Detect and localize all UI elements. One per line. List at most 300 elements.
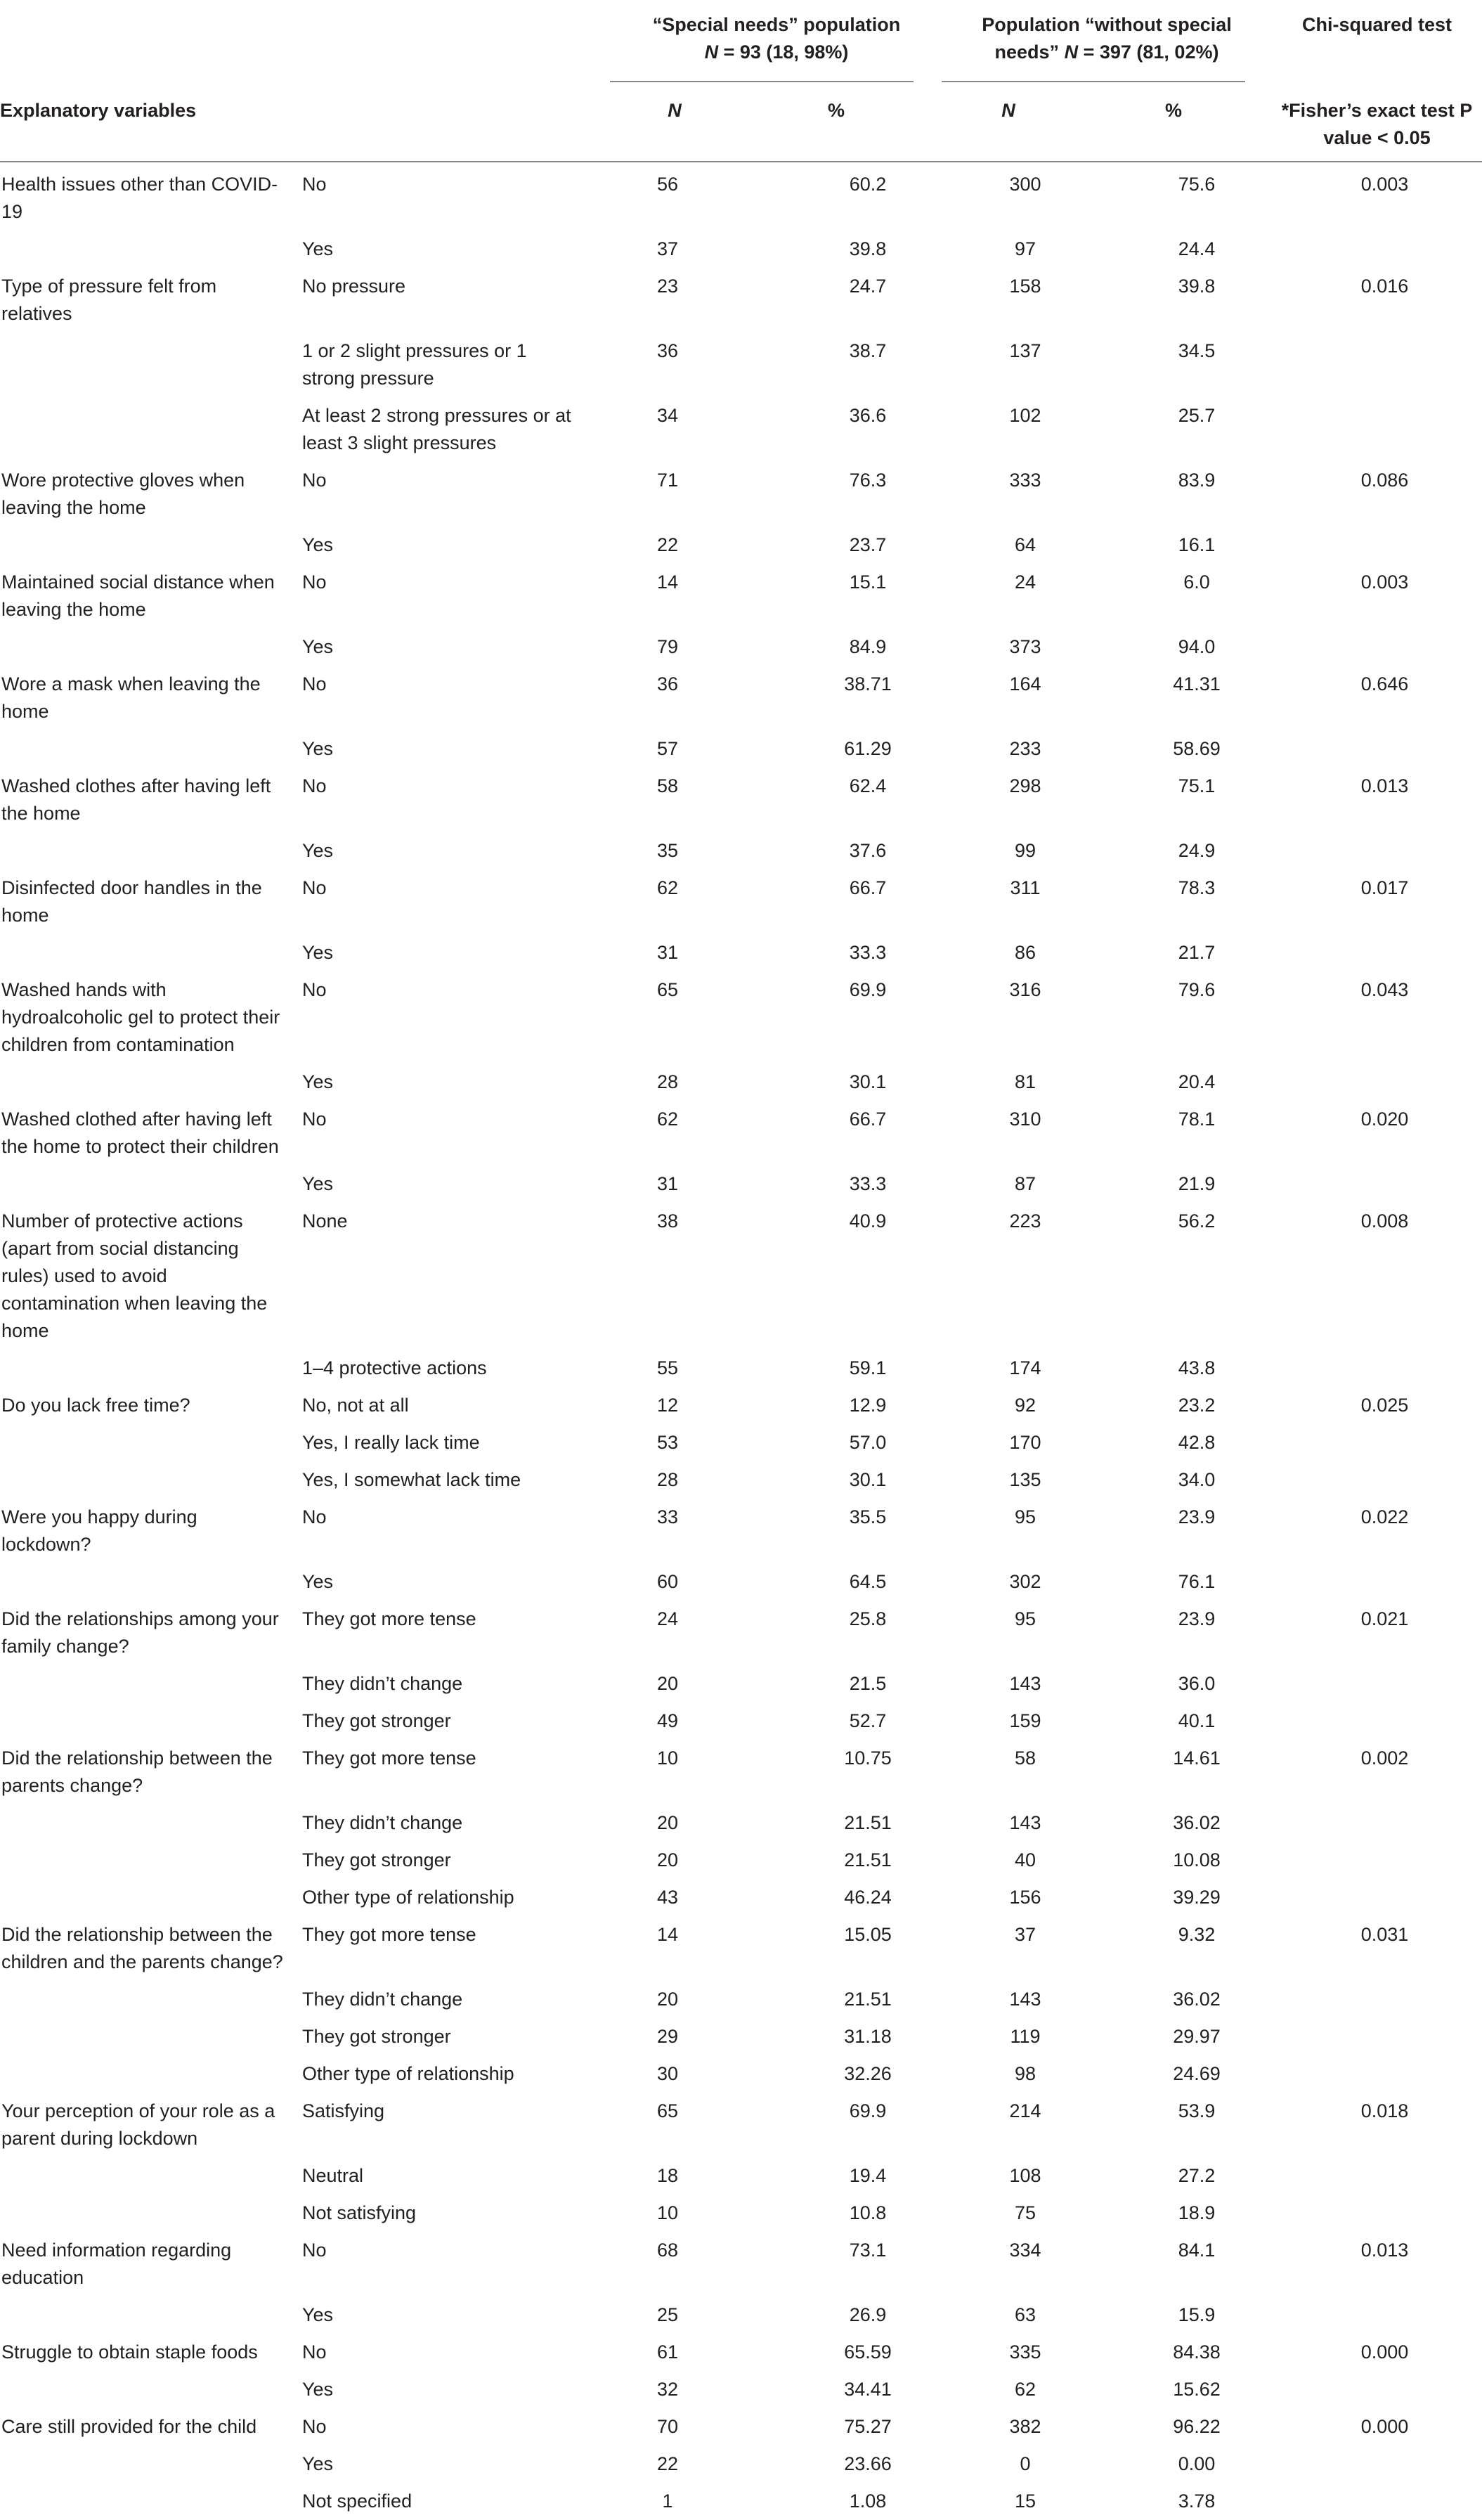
category-cell: Not satisfying — [302, 2202, 417, 2223]
category-cell: Yes — [302, 238, 334, 259]
special-n-cell: 31 — [656, 942, 679, 963]
without-pct-cell: 53.9 — [1178, 2100, 1216, 2121]
variable-cell — [0, 730, 302, 768]
special-pct-cell: 34.41 — [844, 2379, 892, 2400]
p-value-cell — [1272, 934, 1482, 971]
table-row — [0, 2296, 1482, 2334]
table-row — [0, 2371, 1482, 2408]
variable-cell: Washed clothes after having left the home — [1, 775, 271, 824]
without-n-cell: 108 — [1009, 2165, 1041, 2186]
table-row — [0, 2445, 1482, 2483]
without-pct-cell: 78.3 — [1178, 877, 1216, 898]
variable-cell — [0, 2296, 302, 2334]
without-n-cell: 102 — [1009, 405, 1041, 426]
category-cell: Yes — [302, 1571, 334, 1592]
without-pct-cell: 40.1 — [1178, 1710, 1216, 1731]
without-n-cell: 311 — [1010, 877, 1041, 898]
without-n-cell: 310 — [1009, 1109, 1041, 1130]
p-value-cell — [1272, 1842, 1482, 1879]
table-row — [0, 1879, 1482, 1916]
special-n-cell: 22 — [656, 534, 679, 555]
special-n-cell: 32 — [656, 2379, 679, 2400]
special-pct-cell: 26.9 — [849, 2304, 887, 2325]
category-cell: No — [302, 2416, 327, 2437]
category-cell: None — [302, 1210, 348, 1232]
table-row — [0, 2157, 1482, 2195]
special-n-cell: 30 — [656, 2063, 679, 2084]
special-pct-cell: 40.9 — [849, 1210, 887, 1232]
p-value-cell: 0.017 — [1360, 877, 1409, 898]
variable-cell — [0, 1804, 302, 1842]
special-pct-cell: 12.9 — [849, 1395, 887, 1416]
variable-cell: Number of protective actions (apart from social distancing rules) used to avoid contamination when leaving the home — [1, 1210, 268, 1341]
variable-cell: Wore protective gloves when leaving the home — [1, 470, 245, 518]
table-row — [0, 1387, 1482, 1424]
special-n-cell: 20 — [656, 1989, 679, 2010]
category-cell: They got stronger — [302, 1849, 451, 1870]
p-value-cell: 0.013 — [1360, 2240, 1409, 2261]
p-value-cell: 0.003 — [1360, 174, 1409, 195]
table-row — [0, 1665, 1482, 1702]
special-pct-cell: 75.27 — [844, 2416, 892, 2437]
p-value-cell: 0.022 — [1360, 1506, 1409, 1527]
without-pct-column-header: % — [1164, 100, 1182, 121]
special-pct-cell: 1.08 — [849, 2490, 887, 2512]
p-value-cell: 0.018 — [1360, 2100, 1409, 2121]
without-special-needs-underline — [942, 81, 1245, 82]
table-row — [0, 2408, 1482, 2445]
special-pct-cell: 15.1 — [849, 571, 887, 593]
variable-cell — [0, 1665, 302, 1702]
variable-cell — [0, 1424, 302, 1461]
without-pct-cell: 79.6 — [1178, 979, 1216, 1000]
category-cell: Yes — [302, 1173, 334, 1194]
p-value-cell — [1272, 2445, 1482, 2483]
without-pct-cell: 29.97 — [1173, 2026, 1221, 2047]
special-n-cell: 23 — [656, 276, 679, 297]
p-value-cell — [1272, 1665, 1482, 1702]
special-pct-cell: 59.1 — [849, 1357, 887, 1378]
without-pct-cell: 96.22 — [1173, 2416, 1221, 2437]
special-pct-cell: 25.8 — [849, 1608, 887, 1629]
table-row — [0, 870, 1482, 934]
p-value-cell — [1272, 1981, 1482, 2018]
table-row — [0, 1064, 1482, 1101]
table-row — [0, 2232, 1482, 2296]
without-pct-cell: 14.61 — [1173, 1747, 1221, 1769]
p-value-cell — [1272, 1563, 1482, 1601]
without-pct-cell: 24.4 — [1178, 238, 1216, 259]
p-value-cell — [1272, 628, 1482, 666]
variable-cell — [0, 526, 302, 564]
special-n-cell: 31 — [656, 1173, 679, 1194]
special-pct-cell: 84.9 — [849, 636, 887, 657]
special-needs-underline — [610, 81, 914, 82]
category-cell: They didn’t change — [302, 1673, 463, 1694]
special-n-cell: 38 — [656, 1210, 679, 1232]
special-n-cell: 43 — [656, 1887, 679, 1908]
category-cell: No — [302, 877, 327, 898]
without-n-cell: 0 — [1020, 2453, 1031, 2474]
special-n-cell: 49 — [656, 1710, 679, 1731]
special-n-cell: 36 — [656, 673, 679, 694]
variable-cell — [0, 397, 302, 462]
without-pct-cell: 83.9 — [1178, 470, 1216, 491]
without-pct-cell: 20.4 — [1178, 1071, 1216, 1092]
table-row — [0, 666, 1482, 730]
without-pct-cell: 76.1 — [1178, 1571, 1216, 1592]
without-pct-cell: 21.7 — [1178, 942, 1216, 963]
special-n-cell: 10 — [656, 2202, 679, 2223]
table-row — [0, 332, 1482, 397]
special-n-cell: 20 — [656, 1673, 679, 1694]
without-n-cell: 159 — [1009, 1710, 1041, 1731]
variable-cell: Washed hands with hydroalcoholic gel to protect their children from contamination — [1, 979, 280, 1055]
p-value-cell: 0.000 — [1360, 2341, 1409, 2363]
special-n-cell: 33 — [656, 1506, 679, 1527]
variable-cell — [0, 1165, 302, 1203]
special-n-cell: 10 — [656, 1747, 679, 1769]
category-cell: No — [302, 1506, 327, 1527]
p-value-cell — [1272, 332, 1482, 397]
category-cell: Yes — [302, 534, 334, 555]
p-value-cell — [1272, 2018, 1482, 2055]
header-rule — [0, 161, 1482, 162]
variable-cell: Care still provided for the child — [1, 2416, 257, 2437]
category-cell: Yes — [302, 2304, 334, 2325]
special-pct-cell: 46.24 — [844, 1887, 892, 1908]
category-cell: 1 or 2 slight pressures or 1 strong pressure — [302, 340, 527, 389]
without-n-cell: 99 — [1014, 840, 1036, 861]
table-row — [0, 397, 1482, 462]
table-row — [0, 2483, 1482, 2520]
without-pct-cell: 36.0 — [1178, 1673, 1216, 1694]
special-pct-cell: 60.2 — [849, 174, 887, 195]
p-value-cell: 0.646 — [1360, 673, 1409, 694]
without-n-cell: 223 — [1009, 1210, 1041, 1232]
table-row — [0, 1563, 1482, 1601]
variable-cell — [0, 1981, 302, 2018]
p-value-cell — [1272, 2055, 1482, 2093]
without-n-cell: 37 — [1014, 1924, 1036, 1945]
without-pct-cell: 41.31 — [1173, 673, 1221, 694]
p-value-cell — [1272, 526, 1482, 564]
special-n-cell: 71 — [656, 470, 679, 491]
category-cell: No pressure — [302, 276, 406, 297]
p-value-cell: 0.031 — [1360, 1924, 1409, 1945]
p-value-cell — [1272, 1350, 1482, 1387]
p-value-cell: 0.043 — [1360, 979, 1409, 1000]
without-n-cell: 143 — [1009, 1989, 1041, 2010]
without-n-cell: 15 — [1014, 2490, 1036, 2512]
table-row — [0, 231, 1482, 268]
without-n-cell: 158 — [1009, 276, 1041, 297]
special-n-cell: 65 — [656, 979, 679, 1000]
without-n-cell: 143 — [1009, 1812, 1041, 1833]
without-n-cell: 156 — [1009, 1887, 1041, 1908]
special-needs-title: “Special needs” population — [652, 14, 901, 35]
special-pct-cell: 32.26 — [844, 2063, 892, 2084]
table-row — [0, 2055, 1482, 2093]
without-pct-cell: 18.9 — [1178, 2202, 1216, 2223]
special-pct-cell: 38.71 — [844, 673, 892, 694]
category-cell: They didn’t change — [302, 1812, 463, 1833]
p-value-cell — [1272, 1804, 1482, 1842]
without-pct-cell: 23.9 — [1178, 1608, 1216, 1629]
without-pct-cell: 21.9 — [1178, 1173, 1216, 1194]
variable-cell — [0, 934, 302, 971]
special-n-cell: 20 — [656, 1812, 679, 1833]
p-value-cell — [1272, 1461, 1482, 1499]
category-cell: No — [302, 979, 327, 1000]
without-n-cell: 373 — [1009, 636, 1041, 657]
table-row — [0, 1601, 1482, 1665]
table-row — [0, 934, 1482, 971]
without-n-cell: 95 — [1014, 1506, 1036, 1527]
without-pct-cell: 27.2 — [1178, 2165, 1216, 2186]
category-cell: No — [302, 2240, 327, 2261]
without-n-cell: 86 — [1014, 942, 1036, 963]
variable-cell — [0, 1879, 302, 1916]
p-value-cell — [1272, 397, 1482, 462]
p-value-cell — [1272, 2296, 1482, 2334]
without-pct-cell: 9.32 — [1178, 1924, 1216, 1945]
without-pct-cell: 0.00 — [1178, 2453, 1216, 2474]
special-pct-cell: 23.7 — [849, 534, 887, 555]
special-pct-cell: 65.59 — [844, 2341, 892, 2363]
without-pct-cell: 10.08 — [1173, 1849, 1221, 1870]
special-pct-cell: 33.3 — [849, 1173, 887, 1194]
variable-cell — [0, 628, 302, 666]
table-row — [0, 1424, 1482, 1461]
without-n-cell: 97 — [1014, 238, 1036, 259]
table-row — [0, 1916, 1482, 1981]
special-pct-cell: 19.4 — [849, 2165, 887, 2186]
without-pct-cell: 78.1 — [1178, 1109, 1216, 1130]
without-n-cell: 135 — [1009, 1469, 1041, 1490]
without-pct-cell: 39.8 — [1178, 276, 1216, 297]
special-pct-cell: 38.7 — [849, 340, 887, 361]
p-value-cell: 0.013 — [1360, 775, 1409, 796]
special-n-cell: 36 — [656, 340, 679, 361]
special-pct-cell: 76.3 — [849, 470, 887, 491]
without-n-cell: 316 — [1009, 979, 1041, 1000]
variable-cell: Do you lack free time? — [1, 1395, 190, 1416]
category-cell: No — [302, 2341, 327, 2363]
special-pct-column-header: % — [827, 100, 845, 121]
without-n-cell: 58 — [1014, 1747, 1036, 1769]
special-n-cell: 18 — [656, 2165, 679, 2186]
without-pct-cell: 39.29 — [1173, 1887, 1221, 1908]
special-n-cell: 29 — [656, 2026, 679, 2047]
chi-squared-header: Chi-squared test — [1301, 14, 1452, 35]
without-pct-cell: 24.9 — [1178, 840, 1216, 861]
without-pct-cell: 58.69 — [1173, 738, 1221, 759]
without-pct-cell: 56.2 — [1178, 1210, 1216, 1232]
variable-cell — [0, 1064, 302, 1101]
without-n-cell: 334 — [1009, 2240, 1041, 2261]
table-row — [0, 268, 1482, 332]
p-value-cell — [1272, 231, 1482, 268]
p-value-cell: 0.020 — [1360, 1109, 1409, 1130]
without-pct-cell: 75.1 — [1178, 775, 1216, 796]
special-n-cell: 65 — [656, 2100, 679, 2121]
special-pct-cell: 30.1 — [849, 1071, 887, 1092]
table-header — [0, 0, 1482, 163]
category-cell: No — [302, 470, 327, 491]
variable-cell — [0, 2157, 302, 2195]
variable-cell: Were you happy during lockdown? — [1, 1506, 197, 1555]
special-pct-cell: 35.5 — [849, 1506, 887, 1527]
without-n-column-header: N — [1001, 100, 1015, 121]
special-pct-cell: 21.51 — [844, 1849, 892, 1870]
table-row — [0, 730, 1482, 768]
without-n-cell: 40 — [1014, 1849, 1036, 1870]
category-cell: No — [302, 775, 327, 796]
without-n-cell: 62 — [1014, 2379, 1036, 2400]
table-row — [0, 2195, 1482, 2232]
variable-cell — [0, 1461, 302, 1499]
table-row — [0, 1165, 1482, 1203]
special-n-cell: 53 — [656, 1432, 679, 1453]
table-row — [0, 1842, 1482, 1879]
category-cell: Yes — [302, 942, 334, 963]
category-cell: Yes — [302, 1071, 334, 1092]
without-pct-cell: 3.78 — [1178, 2490, 1216, 2512]
p-value-cell: 0.086 — [1360, 470, 1409, 491]
variable-cell: Did the relationship between the children and the parents change? — [1, 1924, 283, 1972]
category-cell: No, not at all — [302, 1395, 409, 1416]
special-pct-cell: 64.5 — [849, 1571, 887, 1592]
variable-cell — [0, 2371, 302, 2408]
table-row — [0, 1740, 1482, 1804]
without-n-cell: 92 — [1014, 1395, 1036, 1416]
without-n-cell: 143 — [1009, 1673, 1041, 1694]
without-pct-cell: 6.0 — [1183, 571, 1210, 593]
without-n-cell: 81 — [1014, 1071, 1036, 1092]
table-row — [0, 2018, 1482, 2055]
table-row — [0, 971, 1482, 1064]
special-pct-cell: 69.9 — [849, 979, 887, 1000]
special-n-cell: 58 — [656, 775, 679, 796]
without-pct-cell: 84.1 — [1178, 2240, 1216, 2261]
table-row — [0, 1702, 1482, 1740]
special-n-cell: 55 — [656, 1357, 679, 1378]
special-n-cell: 35 — [656, 840, 679, 861]
without-n-cell: 137 — [1009, 340, 1041, 361]
p-value-cell — [1272, 1165, 1482, 1203]
category-cell: Yes — [302, 2379, 334, 2400]
without-pct-cell: 34.0 — [1178, 1469, 1216, 1490]
without-n-cell: 63 — [1014, 2304, 1036, 2325]
variable-cell — [0, 1350, 302, 1387]
special-n-cell: 24 — [656, 1608, 679, 1629]
special-n-cell: 57 — [656, 738, 679, 759]
results-table — [0, 166, 1482, 2520]
special-pct-cell: 69.9 — [849, 2100, 887, 2121]
special-pct-cell: 31.18 — [844, 2026, 892, 2047]
variable-cell — [0, 2055, 302, 2093]
variable-cell — [0, 2195, 302, 2232]
category-cell: Yes — [302, 840, 334, 861]
p-value-cell — [1272, 1879, 1482, 1916]
special-n-cell: 20 — [656, 1849, 679, 1870]
special-n-cell: 68 — [656, 2240, 679, 2261]
p-value-cell: 0.025 — [1360, 1395, 1409, 1416]
variable-cell: Did the relationships among your family change? — [1, 1608, 279, 1657]
special-pct-cell: 10.8 — [849, 2202, 887, 2223]
special-pct-cell: 37.6 — [849, 840, 887, 861]
category-cell: Yes — [302, 636, 334, 657]
p-value-cell: 0.002 — [1360, 1747, 1409, 1769]
without-n-cell: 98 — [1014, 2063, 1036, 2084]
variable-cell: Washed clothed after having left the home to protect their children — [1, 1109, 279, 1157]
table-row — [0, 526, 1482, 564]
category-cell: They got stronger — [302, 2026, 451, 2047]
without-n-cell: 119 — [1010, 2026, 1041, 2047]
without-pct-cell: 43.8 — [1178, 1357, 1216, 1378]
variable-cell: Wore a mask when leaving the home — [1, 673, 261, 722]
variable-cell — [0, 832, 302, 870]
p-value-cell: 0.021 — [1360, 1608, 1409, 1629]
category-cell: At least 2 strong pressures or at least 3 slight pressures — [302, 405, 571, 453]
p-value-cell — [1272, 730, 1482, 768]
table-row — [0, 564, 1482, 628]
without-n-cell: 298 — [1009, 775, 1041, 796]
special-pct-cell: 21.51 — [844, 1812, 892, 1833]
category-cell: Yes — [302, 2453, 334, 2474]
without-n-cell: 214 — [1009, 2100, 1041, 2121]
without-pct-cell: 42.8 — [1178, 1432, 1216, 1453]
special-pct-cell: 36.6 — [849, 405, 887, 426]
table-row — [0, 1804, 1482, 1842]
special-pct-cell: 62.4 — [849, 775, 887, 796]
table-row — [0, 832, 1482, 870]
category-cell: No — [302, 673, 327, 694]
special-n-cell: 62 — [656, 877, 679, 898]
p-value-cell — [1272, 2483, 1482, 2520]
special-n-cell: 14 — [656, 571, 679, 593]
special-n-cell: 60 — [656, 1571, 679, 1592]
without-pct-cell: 25.7 — [1178, 405, 1216, 426]
without-special-needs-title-line1: Population “without special — [982, 14, 1232, 35]
without-n-cell: 333 — [1009, 470, 1041, 491]
special-needs-header — [604, 11, 949, 66]
without-pct-cell: 23.9 — [1178, 1506, 1216, 1527]
without-n-cell: 233 — [1009, 738, 1041, 759]
special-needs-count: N = 93 (18, 98%) — [704, 41, 849, 63]
category-cell: Neutral — [302, 2165, 364, 2186]
without-pct-cell: 84.38 — [1173, 2341, 1221, 2363]
table-row — [0, 1461, 1482, 1499]
special-pct-cell: 52.7 — [849, 1710, 887, 1731]
p-value-cell: 0.000 — [1360, 2416, 1409, 2437]
special-n-cell: 22 — [656, 2453, 679, 2474]
table-row — [0, 1203, 1482, 1350]
special-pct-cell: 10.75 — [844, 1747, 892, 1769]
special-pct-cell: 15.05 — [844, 1924, 892, 1945]
without-pct-cell: 23.2 — [1178, 1395, 1216, 1416]
p-value-cell — [1272, 1064, 1482, 1101]
table-row — [0, 166, 1482, 231]
results-table-body — [0, 166, 1482, 2520]
variable-cell: Type of pressure felt from relatives — [1, 276, 217, 324]
special-n-cell: 12 — [656, 1395, 679, 1416]
variable-cell: Struggle to obtain staple foods — [1, 2341, 258, 2363]
special-n-cell: 56 — [656, 174, 679, 195]
variable-cell: Your perception of your role as a parent during lockdown — [1, 2100, 275, 2149]
category-cell: They got more tense — [302, 1924, 476, 1945]
